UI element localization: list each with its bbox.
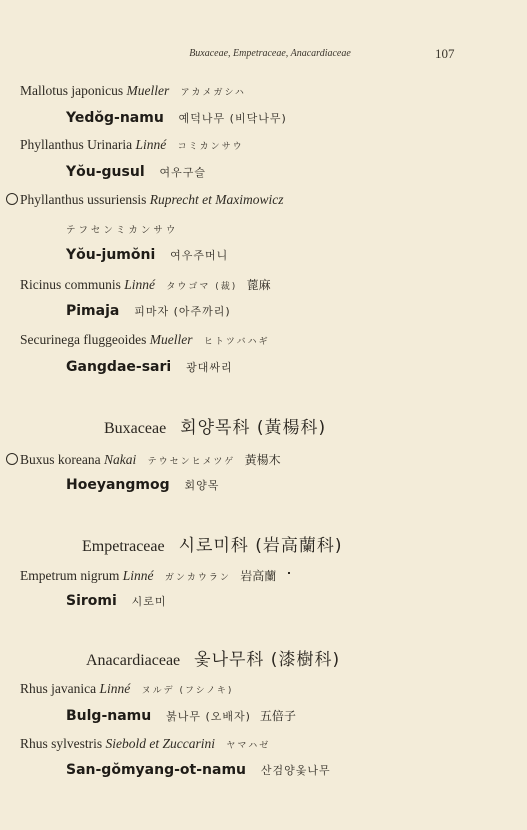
japanese-name: テウセンヒメツゲ — [147, 457, 236, 467]
author-name: Ruprecht et Maximowicz — [149, 192, 284, 207]
species-name: Buxus koreana — [20, 452, 101, 467]
entry-scientific-name — [20, 83, 246, 99]
species-name: Ricinus communis — [20, 277, 121, 292]
entry-scientific-name — [20, 332, 270, 348]
entry-korean-name — [66, 359, 233, 375]
romanized-name: Bulg-namu — [66, 708, 152, 724]
hangul-name: 붉나무 (오배자) — [166, 710, 251, 723]
family-korean-name: 회양목科 (黃楊科) — [180, 418, 327, 438]
kanji-name: 蓖麻 — [246, 278, 271, 292]
family-korean-name: 옻나무科 (漆樹科) — [194, 650, 341, 670]
entry-scientific-name — [20, 137, 244, 153]
family-latin-name: Buxaceae — [104, 420, 167, 437]
species-name: Rhus sylvestris — [20, 736, 103, 751]
author-name: Mueller — [126, 83, 170, 98]
entry-scientific-name — [20, 567, 290, 584]
kanji-name: 五倍子 — [259, 709, 296, 723]
romanized-name: Pimaja — [66, 303, 120, 319]
author-name: Nakai — [103, 452, 137, 467]
species-name: Mallotus japonicus — [20, 83, 124, 98]
entry-korean-name — [66, 247, 228, 263]
page-header — [0, 48, 527, 66]
species-name: Phyllanthus ussuriensis — [20, 192, 147, 207]
ink-dot — [288, 572, 290, 574]
family-latin-name: Empetraceae — [82, 538, 165, 555]
romanized-name: Hoeyangmog — [66, 477, 170, 493]
entry-korean-name — [66, 593, 167, 609]
hangul-name: 회양목 — [184, 479, 220, 492]
romanized-name: San-gŏmyang-ot-namu — [66, 762, 246, 778]
hangul-name: 예덕나무 (비닥나무) — [178, 112, 287, 125]
romanized-name: Yŏu-jumŏni — [66, 247, 156, 263]
japanese-name: アカメガシハ — [180, 88, 246, 98]
author-name: Linné — [99, 681, 131, 696]
entry-korean-name — [66, 164, 206, 180]
hangul-name: 광대싸리 — [186, 361, 233, 374]
entry-korean-name — [66, 477, 219, 493]
running-title: Buxaceae, Empetraceae, Anacardiaceae — [189, 48, 351, 59]
species-name: Rhus javanica — [20, 681, 97, 696]
author-name: Linné — [124, 277, 156, 292]
author-name: Siebold et Zuccarini — [105, 736, 215, 751]
romanized-name: Yŏu-gusul — [66, 164, 145, 180]
family-latin-name: Anacardiaceae — [86, 652, 181, 669]
entry-scientific-name — [20, 681, 233, 697]
author-name: Linné — [122, 568, 154, 583]
kanji-name: 岩高蘭 — [240, 569, 277, 583]
entry-scientific-name — [20, 736, 270, 752]
hangul-name: 피마자 (아주까리) — [134, 305, 231, 318]
author-name: Linné — [135, 137, 167, 152]
hangul-name: 여우주머니 — [170, 249, 229, 262]
entry-korean-name — [66, 110, 287, 126]
japanese-name: タウゴマ (裁) — [166, 282, 238, 292]
species-name: Empetrum nigrum — [20, 568, 120, 583]
species-name: Phyllanthus Urinaria — [20, 137, 133, 152]
entry-korean-name — [66, 762, 331, 778]
kanji-name: 黃楊木 — [244, 453, 281, 467]
family-heading — [86, 645, 340, 670]
hangul-name: 산검양옻나무 — [260, 764, 331, 777]
japanese-name: ヤマハゼ — [226, 741, 271, 751]
entry-scientific-name — [6, 192, 283, 208]
family-korean-name: 시로미科 (岩高蘭科) — [178, 536, 343, 556]
entry-scientific-name — [20, 276, 271, 293]
circle-marker-icon — [6, 453, 18, 465]
author-name: Mueller — [149, 332, 193, 347]
japanese-name: ガンカウラン — [164, 573, 231, 583]
circle-marker-icon — [6, 193, 18, 205]
japanese-name: ヌルデ (フシノキ) — [141, 686, 234, 696]
entry-scientific-name — [6, 451, 281, 468]
japanese-name: コミカンサウ — [177, 142, 244, 152]
romanized-name: Gangdae-sari — [66, 359, 172, 375]
japanese-name: ヒトツバハギ — [203, 337, 270, 347]
family-heading — [82, 531, 343, 556]
species-name: Securinega fluggeoides — [20, 332, 147, 347]
japanese-name-line: テフセンミカンサウ — [66, 225, 179, 236]
romanized-name: Yedŏg-namu — [66, 110, 164, 126]
entry-korean-name — [66, 303, 231, 319]
hangul-name: 시로미 — [131, 595, 167, 608]
hangul-name: 여우구슬 — [159, 166, 207, 179]
page-number: 107 — [435, 46, 455, 61]
family-heading — [104, 413, 326, 438]
entry-korean-name — [66, 707, 296, 724]
romanized-name: Siromi — [66, 593, 117, 609]
